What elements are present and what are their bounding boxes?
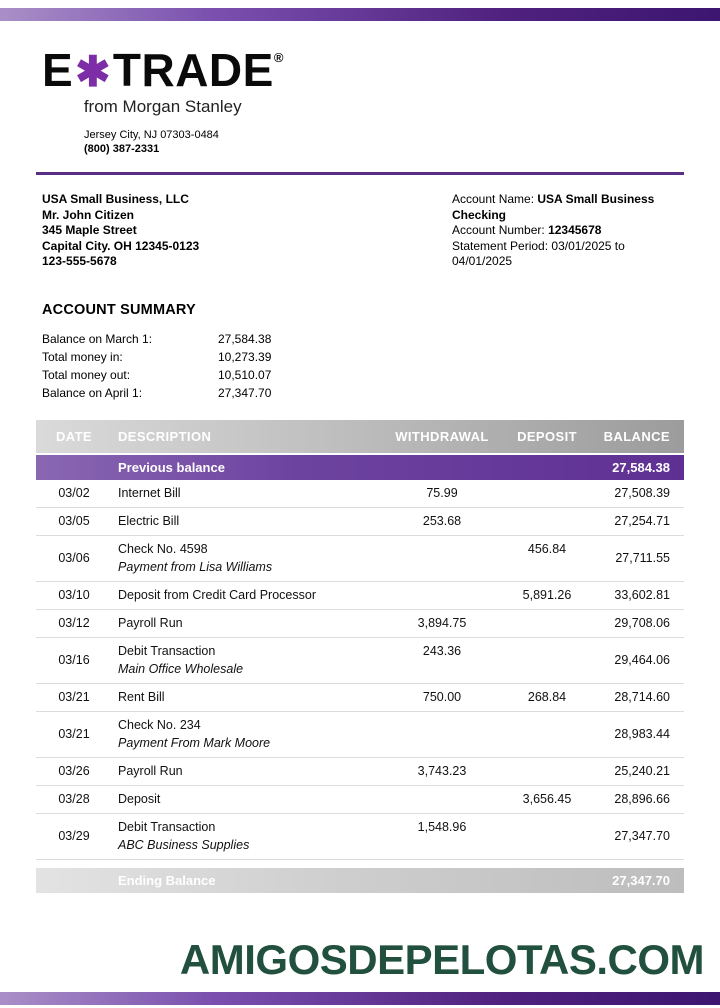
transaction-row (36, 814, 684, 860)
transaction-row (36, 536, 684, 582)
ending-balance-label: Ending Balance (118, 873, 216, 888)
transaction-date: 03/29 (58, 829, 90, 843)
transaction-withdrawal: 1,548.96 (417, 820, 467, 834)
transaction-row (36, 786, 684, 814)
transaction-row (36, 508, 684, 536)
transaction-date: 03/02 (58, 486, 90, 500)
transaction-withdrawal: 3,894.75 (417, 616, 467, 630)
transaction-row (36, 684, 684, 712)
transaction-balance: 28,896.66 (614, 792, 670, 806)
summary-value: 10,273.39 (218, 350, 272, 364)
transaction-date: 03/10 (58, 588, 90, 602)
transaction-date: 03/06 (58, 551, 90, 565)
etrade-logo-block (42, 34, 283, 117)
transaction-description: Payroll Run (118, 764, 183, 778)
summary-label: Balance on April 1: (42, 386, 143, 400)
account-name-value: USA Small Business Checking (452, 192, 655, 222)
account-holder-line: 123-555-5678 (42, 254, 117, 268)
transaction-date: 03/21 (58, 690, 90, 704)
transaction-description: Payroll Run (118, 616, 183, 630)
transaction-note: Payment From Mark Moore (118, 736, 271, 750)
transaction-rows (36, 480, 684, 860)
transaction-balance: 27,347.70 (614, 829, 670, 843)
summary-row (42, 384, 720, 402)
transaction-balance: 27,711.55 (615, 551, 670, 565)
morgan-stanley-tagline: from Morgan Stanley (83, 97, 242, 116)
site-watermark: AMIGOSDEPELOTAS.COM (179, 936, 704, 983)
transaction-date: 03/16 (58, 653, 90, 667)
statement-period-value: 03/01/2025 to 04/01/2025 (452, 238, 625, 268)
transaction-row (36, 582, 684, 610)
transaction-description: Internet Bill (118, 486, 181, 500)
account-number-label: Account Number: (452, 223, 545, 237)
transaction-withdrawal: 253.68 (422, 514, 462, 528)
top-accent-bar (0, 8, 720, 21)
transaction-withdrawal: 243.36 (422, 644, 462, 658)
transaction-balance: 27,508.39 (614, 486, 670, 500)
transaction-note: ABC Business Supplies (118, 838, 250, 852)
header-date: DATE (55, 429, 93, 444)
logo-text-e: E (42, 44, 74, 96)
bank-contact-block (84, 128, 720, 156)
transaction-date: 03/05 (58, 514, 90, 528)
table-header-row (36, 420, 684, 453)
transaction-description: Deposit from Credit Card Processor (118, 588, 316, 602)
bottom-accent-bar (0, 992, 720, 1005)
header-balance: BALANCE (603, 429, 670, 444)
transaction-description: Check No. 4598 Payment from Lisa Williams (112, 542, 382, 575)
account-name-label: Account Name: (452, 192, 535, 206)
transaction-description: Deposit (118, 792, 161, 806)
account-holder-line: USA Small Business, LLC (42, 192, 189, 206)
transaction-balance: 28,983.44 (614, 727, 670, 741)
transaction-row (36, 610, 684, 638)
transaction-withdrawal: 750.00 (422, 690, 462, 704)
account-holder-line: Mr. John Citizen (42, 207, 135, 222)
transaction-note: Payment from Lisa Williams (118, 560, 273, 574)
account-details-block (452, 192, 678, 270)
account-number-value: 12345678 (548, 223, 602, 237)
transaction-row (36, 638, 684, 684)
transaction-date: 03/28 (58, 792, 90, 806)
logo-text-trade: TRADE (112, 44, 274, 96)
summary-rows (42, 330, 720, 402)
summary-value: 27,347.70 (218, 386, 272, 400)
etrade-star-icon: ✱ (75, 48, 111, 95)
summary-value: 27,584.38 (218, 332, 272, 346)
account-number-line (452, 223, 678, 239)
transaction-description: Check No. 234 Payment From Mark Moore (112, 718, 382, 751)
summary-row (42, 330, 720, 348)
header-withdrawal: WITHDRAWAL (395, 429, 489, 444)
account-info-section (0, 192, 720, 278)
transaction-description: Rent Bill (118, 690, 165, 704)
transaction-balance: 25,240.21 (614, 764, 670, 778)
etrade-logo (42, 34, 283, 96)
transaction-balance: 29,708.06 (614, 616, 670, 630)
bank-address: Jersey City, NJ 07303-0484 (84, 129, 219, 141)
bank-phone: (800) 387-2331 (84, 143, 160, 155)
header-deposit: DEPOSIT (517, 429, 577, 444)
ending-balance-row (36, 868, 684, 893)
account-name-line (452, 192, 678, 223)
statement-page (0, 8, 720, 983)
transaction-date: 03/21 (58, 727, 90, 741)
transaction-balance: 29,464.06 (614, 653, 670, 667)
transaction-description: Debit Transaction ABC Business Supplies (112, 820, 382, 853)
transaction-date: 03/12 (58, 616, 90, 630)
transaction-row (36, 758, 684, 786)
transaction-balance: 28,714.60 (614, 690, 670, 704)
account-holder-block (42, 192, 199, 270)
transaction-row (36, 480, 684, 508)
summary-row (42, 348, 720, 366)
account-holder-line: Capital City. OH 12345-0123 (42, 238, 200, 253)
transaction-withdrawal: 75.99 (426, 486, 458, 500)
account-summary-title: ACCOUNT SUMMARY (42, 302, 196, 318)
transactions-table (36, 420, 684, 893)
account-holder-line: 345 Maple Street (42, 223, 137, 237)
summary-label: Total money in: (42, 350, 123, 364)
previous-balance-row (36, 455, 684, 480)
transaction-deposit: 456.84 (527, 542, 567, 556)
summary-row (42, 366, 720, 384)
ending-balance-value: 27,347.70 (612, 873, 670, 888)
summary-label: Balance on March 1: (42, 332, 153, 346)
transaction-deposit: 5,891.26 (522, 588, 572, 602)
transaction-date: 03/26 (58, 764, 90, 778)
transaction-balance: 33,602.81 (614, 588, 670, 602)
purple-divider (36, 172, 684, 175)
brand-header (42, 34, 720, 156)
previous-balance-value: 27,584.38 (612, 460, 670, 475)
transaction-note: Main Office Wholesale (118, 662, 244, 676)
transaction-description: Debit Transaction Main Office Wholesale (112, 644, 382, 677)
statement-period-line (452, 239, 678, 270)
transaction-description: Electric Bill (118, 514, 180, 528)
statement-period-label: Statement Period: (452, 238, 549, 253)
previous-balance-label: Previous balance (118, 460, 225, 475)
registered-mark: ® (273, 50, 284, 65)
transaction-deposit: 268.84 (527, 690, 567, 704)
transaction-balance: 27,254.71 (614, 514, 670, 528)
transaction-row (36, 712, 684, 758)
header-description: DESCRIPTION (118, 429, 212, 444)
transaction-withdrawal: 3,743.23 (417, 764, 467, 778)
summary-value: 10,510.07 (218, 368, 272, 382)
transaction-deposit: 3,656.45 (522, 792, 572, 806)
summary-label: Total money out: (42, 368, 131, 382)
